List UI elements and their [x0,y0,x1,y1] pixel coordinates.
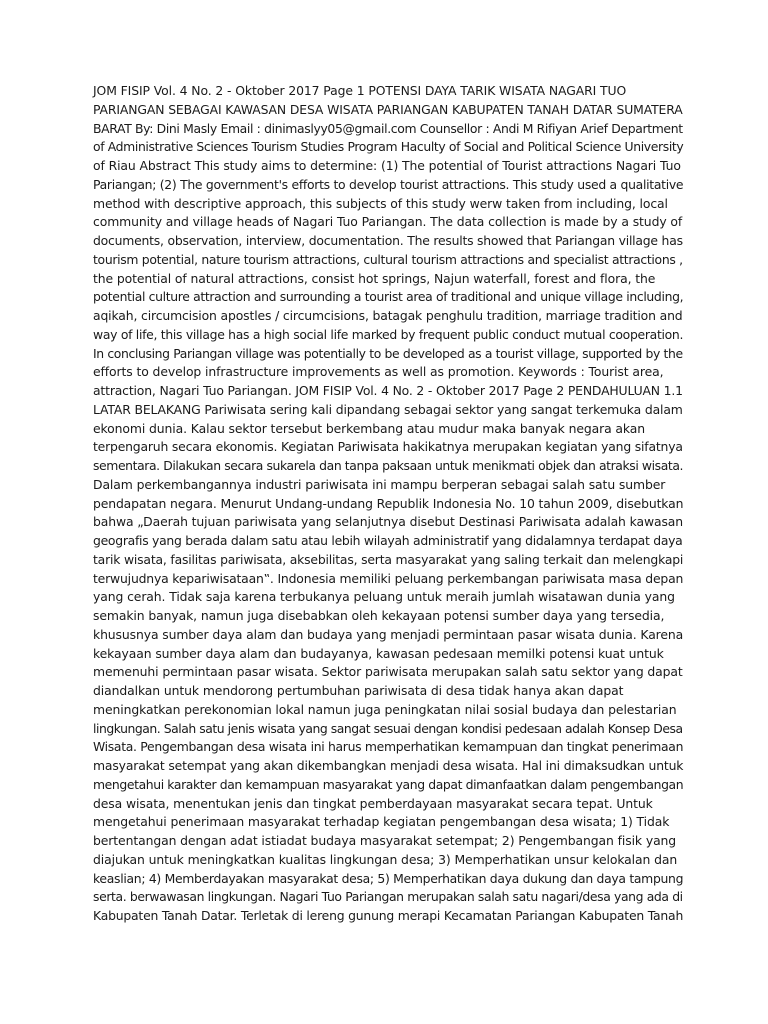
text-line: mengetahui penerimaan masyarakat terhadap kegiatan pengembangan desa wisata; 1) Tidak [93,814,670,830]
document-body [93,82,683,926]
text-line: BARAT By: Dini Masly Email : dinimaslyy05@gmail.com Counsellor : Andi M Rifiyan Arief Department [93,120,683,136]
text-line: efforts to develop infrastructure improvements as well as promotion. Keywords : Tourist area, [93,364,664,380]
text-line: terwujudnya kepariwisataan‟. Indonesia memiliki peluang perkembangan pariwisata masa depan [93,570,684,586]
text-line: attraction, Nagari Tuo Pariangan. JOM FISIP Vol. 4 No. 2 - Oktober 2017 Page 2 PENDAHULUAN 1.1 [93,383,683,398]
text-line: the potential of natural attractions, consist hot springs, Najun waterfall, forest and flora, the [93,270,656,286]
text-line: PARIANGAN SEBAGAI KAWASAN DESA WISATA PARIANGAN KABUPATEN TANAH DATAR SUMATERA [93,101,683,117]
text-line: aqikah, circumcision apostles / circumcisions, batagak penghulu tradition, marriage tradition and [93,308,683,323]
text-line: serta. berwawasan lingkungan. Nagari Tuo Pariangan merupakan salah satu nagari/desa yang ada di [93,889,683,905]
text-line: masyarakat setempat yang akan dikembangkan menjadi desa wisata. Hal ini dimaksudkan untuk [93,758,684,773]
text-line: JOM FISIP Vol. 4 No. 2 - Oktober 2017 Page 1 POTENSI DAYA TARIK WISATA NAGARI TUO [93,83,627,98]
text-line: tourism potential, nature tourism attractions, cultural tourism attractions and specialist attractions , [93,251,683,267]
text-line: bertentangan dengan adat istiadat budaya masyarakat setempat; 2) Pengembangan fisik yang [93,833,677,848]
text-line: keaslian; 4) Memberdayakan masyarakat desa; 5) Memperhatikan daya dukung dan daya tampung [93,870,684,886]
text-line: In conclusing Pariangan village was potentially to be developed as a tourist village, supported by the [93,345,683,361]
text-line: diajukan untuk meningkatkan kualitas lingkungan desa; 3) Memperhatikan unsur kelokalan dan [93,851,678,867]
text-line: bahwa „Daerah tujuan pariwisata yang selanjutnya disebut Destinasi Pariwisata adalah kawasan [93,514,684,530]
text-line: pendapatan negara. Menurut Undang-undang Republik Indonesia No. 10 tahun 2009, disebutkan [93,495,684,511]
text-line: memenuhi permintaan pasar wisata. Sektor pariwisata merupakan salah satu sektor yang dapat [93,664,683,680]
text-line: meningkatkan perekonomian lokal namun juga peningkatan nilai sosial budaya dan pelestarian [93,701,677,717]
text-line: lingkungan. Salah satu jenis wisata yang sangat sesuai dengan kondisi pedesaan adalah Konsep Desa [93,720,683,736]
text-line: mengetahui karakter dan kemampuan masyarakat yang dapat dimanfaatkan dalam pengembangan [93,776,684,792]
text-line: LATAR BELAKANG Pariwisata sering kali dipandang sebagai sektor yang sangat terkemuka dalam [93,401,683,417]
text-line: desa wisata, menentukan jenis dan tingkat pemberdayaan masyarakat secara tepat. Untuk [93,795,653,811]
text-line: tarik wisata, fasilitas pariwisata, aksebilitas, serta masyarakat yang saling terkait dan melengkapi [93,551,684,567]
text-line: Wisata. Pengembangan desa wisata ini harus memperhatikan kemampuan dan tingkat penerimaan [93,739,684,755]
text-line: way of life, this village has a high social life marked by frequent public conduct mutual cooperation. [93,326,684,342]
text-line: documents, observation, interview, documentation. The results showed that Pariangan village has [93,233,683,248]
text-line: khususnya sumber daya alam dan budaya yang menjadi permintaan pasar wisata dunia. Karena [93,626,684,642]
text-line: diandalkan untuk mendorong pertumbuhan pariwisata di desa tidak hanya akan dapat [93,683,624,698]
text-line: Dalam perkembangannya industri pariwisata ini mampu berperan sebagai salah satu sumber [93,476,666,492]
text-line: method with descriptive approach, this subjects of this study werw taken from including, local [93,195,668,211]
text-line: kekayaan sumber daya alam dan budayanya, kawasan pedesaan memilki potensi kuat untuk [93,645,664,661]
text-line: semakin banyak, namun juga disebabkan oleh kekayaan potensi sumber daya yang tersedia, [93,608,665,623]
text-line: community and village heads of Nagari Tuo Pariangan. The data collection is made by a study of [93,214,683,230]
text-line: of Riau Abstract This study aims to determine: (1) The potential of Tourist attractions Nagari Tuo [93,158,681,173]
text-line: Pariangan; (2) The government's efforts to develop tourist attractions. This study used a qualitative [93,176,684,192]
text-line: Kabupaten Tanah Datar. Terletak di lereng gunung merapi Kecamatan Pariangan Kabupaten Tanah [93,908,684,923]
text-line: ekonomi dunia. Kalau sektor tersebut berkembang atau mudur maka banyak negara akan [93,420,646,436]
text-line: terpengaruh secara ekonomis. Kegiatan Pariwisata hakikatnya merupakan kegiatan yang sifatnya [93,439,683,455]
text-line: sementara. Dilakukan secara sukarela dan tanpa paksaan untuk menikmati objek dan atraksi wisata. [93,458,684,473]
text-line: of Administrative Sciences Tourism Studies Program Haculty of Social and Political Science University [93,139,684,155]
text-line: geografis yang berada dalam satu atau lebih wilayah administratif yang didalamnya terdapat daya [93,533,683,548]
text-line: yang cerah. Tidak saja karena terbukanya peluang untuk meraih jumlah wisatawan dunia yang [93,589,675,605]
text-line: potential culture attraction and surrounding a tourist area of traditional and unique village including, [93,289,684,305]
